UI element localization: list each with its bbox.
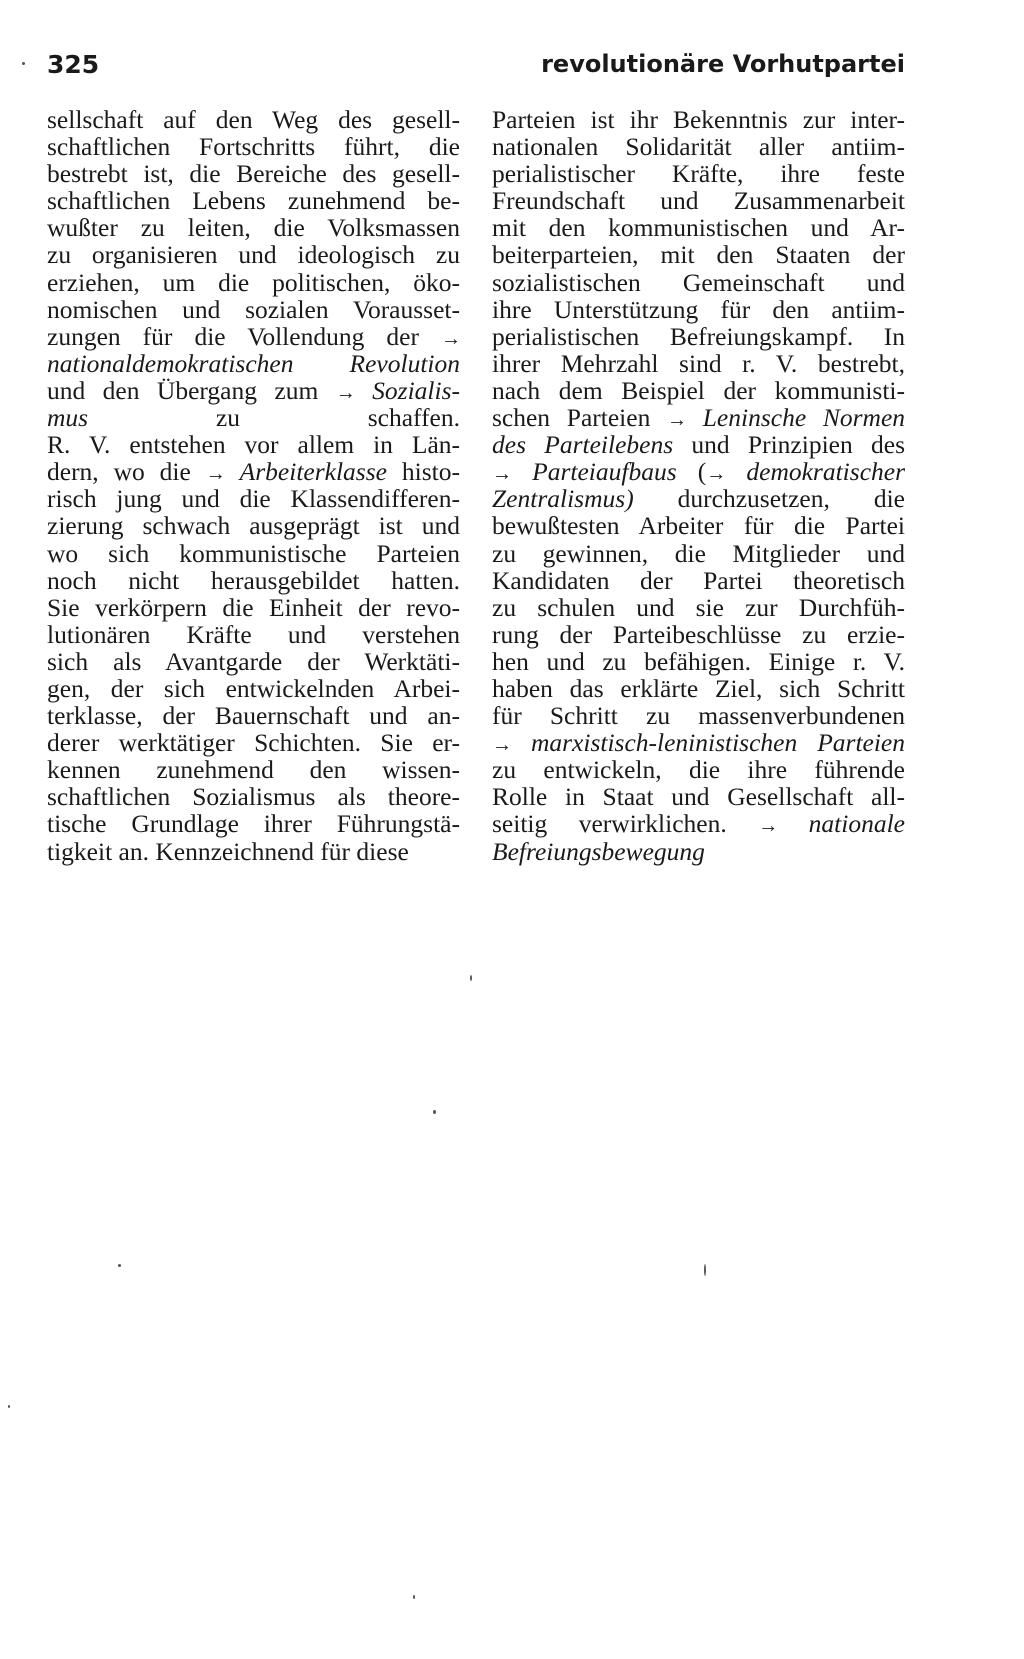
text-segment: Parteien ist ihr Bekenntnis zur inter-: [492, 105, 905, 134]
text-segment: perialistischen Befreiungskampf. In: [492, 321, 905, 351]
text-line: [492, 729, 905, 756]
text-segment: [686, 403, 703, 432]
text-line: [47, 756, 460, 783]
text-segment: nationalen Solidarität aller antiim-: [492, 132, 905, 162]
text-segment: (: [676, 457, 707, 487]
text-line: [492, 404, 905, 431]
text-line: [47, 106, 460, 133]
text-segment: schaftlichen Fortschritts führt, die: [47, 132, 460, 162]
text-segment: noch nicht herausgebildet hatten.: [47, 565, 460, 595]
text-line: [47, 377, 460, 404]
text-segment: gen, der sich entwickelnden Arbei-: [47, 673, 460, 703]
scan-speck: [433, 1110, 436, 1114]
cross-reference-arrow-icon: →: [205, 463, 225, 486]
text-line: [47, 621, 460, 648]
text-segment: wo sich kommunistische Parteien: [47, 538, 460, 568]
text-segment: beiterparteien, mit den Staaten der: [492, 240, 905, 270]
cross-reference-arrow-icon: →: [335, 381, 355, 404]
text-segment: [777, 809, 808, 838]
scan-speck: [118, 1264, 121, 1267]
cross-reference-term: Befreiungsbewegung: [492, 836, 705, 866]
text-line: [492, 485, 905, 512]
text-segment: für Schritt zu massenverbundenen: [492, 701, 905, 731]
text-segment: tische Grundlage ihrer Führungstä-: [47, 809, 460, 839]
text-line: [47, 594, 460, 621]
scan-speck: [8, 1405, 10, 1408]
text-line: [492, 783, 905, 810]
text-line: [492, 540, 905, 567]
text-segment: mit den kommunistischen und Ar-: [492, 213, 905, 243]
cross-reference-term: des Parteilebens: [492, 430, 674, 460]
text-segment: Rolle in Staat und Gesellschaft all-: [492, 782, 905, 812]
text-segment: sellschaft auf den Weg des gesell-: [47, 105, 460, 134]
text-segment: bewußtesten Arbeiter für die Partei: [492, 511, 905, 541]
text-segment: histo-: [386, 457, 460, 487]
text-line: [492, 187, 905, 214]
text-segment: terklasse, der Bauernschaft und an-: [47, 701, 460, 731]
text-line: [492, 458, 905, 485]
text-segment: dern, wo die: [47, 457, 206, 487]
text-line: [492, 377, 905, 404]
text-segment: haben das erklärte Ziel, sich Schritt: [492, 673, 905, 703]
cross-reference-term: nationaldemokratischen Revolution: [47, 348, 460, 378]
text-segment: hen und zu befähigen. Einige r. V.: [492, 646, 905, 676]
text-line: [492, 621, 905, 648]
cross-reference-term: Arbeiterklasse: [239, 457, 387, 487]
text-line: [47, 350, 460, 377]
text-segment: Freundschaft und Zusammenarbeit: [492, 186, 905, 216]
text-line: [47, 160, 460, 187]
text-line: [47, 702, 460, 729]
text-line: [47, 241, 460, 268]
text-line: [492, 214, 905, 241]
text-segment: und den Übergang zum: [47, 375, 336, 405]
text-segment: schen Parteien: [492, 403, 668, 433]
text-segment: [225, 457, 240, 486]
text-segment: nach dem Beispiel der kommunisti-: [492, 375, 905, 405]
text-segment: und Prinzipien des: [673, 430, 905, 460]
text-segment: tigkeit an. Kennzeichnend für diese: [47, 836, 409, 866]
text-line: [492, 756, 905, 783]
text-line: [47, 269, 460, 296]
text-segment: perialistischer Kräfte, ihre feste: [492, 159, 905, 189]
text-segment: risch jung und die Klassendifferen-: [47, 484, 460, 514]
cross-reference-arrow-icon: →: [758, 815, 778, 838]
text-segment: kennen zunehmend den wissen-: [47, 755, 460, 785]
text-line: [47, 431, 460, 458]
cross-reference-arrow-icon: →: [441, 327, 460, 350]
text-line: [47, 404, 460, 431]
text-line: [492, 269, 905, 296]
text-segment: lutionären Kräfte und verstehen: [47, 619, 460, 649]
text-column-left: [47, 106, 460, 865]
text-line: [47, 567, 460, 594]
cross-reference-arrow-icon: →: [492, 463, 511, 486]
text-line: [47, 187, 460, 214]
text-line: [492, 431, 905, 458]
text-line: [492, 675, 905, 702]
text-line: [47, 810, 460, 837]
cross-reference-arrow-icon: →: [667, 409, 687, 432]
text-line: [47, 512, 460, 539]
cross-reference-arrow-icon: →: [706, 463, 726, 486]
text-segment: durchzusetzen, die: [633, 484, 905, 514]
text-segment: zu gewinnen, die Mitglieder und: [492, 538, 905, 568]
text-segment: schaftlichen Lebens zunehmend be-: [47, 186, 460, 216]
page-header: [47, 50, 905, 90]
text-segment: zungen für die Vollendung der: [47, 321, 441, 351]
text-segment: seitig verwirklichen.: [492, 809, 759, 839]
text-segment: sozialistischen Gemeinschaft und: [492, 267, 905, 297]
text-line: [492, 160, 905, 187]
text-segment: R. V. entstehen vor allem in Län-: [47, 430, 460, 460]
cross-reference-term: Zentralismus): [492, 484, 634, 514]
text-line: [47, 323, 460, 350]
text-segment: [511, 457, 532, 486]
text-segment: zu schaffen.: [88, 403, 460, 433]
text-line: [47, 675, 460, 702]
text-segment: rung der Parteibeschlüsse zu erzie-: [492, 619, 905, 649]
scan-speck: [704, 1264, 706, 1276]
text-line: [492, 296, 905, 323]
page-number: 325: [47, 50, 100, 79]
scan-speck: [22, 62, 25, 65]
text-segment: zu schulen und sie zur Durchfüh-: [492, 592, 905, 622]
text-line: [47, 485, 460, 512]
text-line: [492, 702, 905, 729]
scan-speck: [470, 975, 472, 981]
text-segment: derer werktätiger Schichten. Sie er-: [47, 728, 460, 758]
text-line: [492, 350, 905, 377]
text-segment: zu organisieren und ideologisch zu: [47, 240, 460, 270]
text-line: [492, 106, 905, 133]
text-line: [492, 594, 905, 621]
cross-reference-term: demokratischer: [746, 457, 906, 487]
text-line: [492, 810, 905, 837]
text-line: [492, 241, 905, 268]
text-segment: bestrebt ist, die Bereiche des gesell-: [47, 159, 460, 189]
text-line: [47, 729, 460, 756]
text-segment: [355, 376, 372, 405]
text-line: [492, 133, 905, 160]
text-line: [492, 567, 905, 594]
text-segment: Kandidaten der Partei theoretisch: [492, 565, 905, 595]
text-line: [47, 133, 460, 160]
cross-reference-term: nationale: [808, 809, 905, 839]
text-segment: Sie verkörpern die Einheit der revo-: [47, 592, 460, 622]
text-segment: zierung schwach ausgeprägt ist und: [47, 511, 460, 541]
text-segment: ihrer Mehrzahl sind r. V. bestrebt,: [492, 348, 905, 378]
text-segment: [511, 728, 531, 757]
text-segment: nomischen und sozialen Vorausset-: [47, 294, 460, 324]
cross-reference-term: Sozialis-: [372, 375, 460, 405]
text-line: [47, 540, 460, 567]
text-column-right: [492, 106, 905, 865]
text-line: [47, 458, 460, 485]
text-segment: erziehen, um die politischen, öko-: [47, 267, 460, 297]
cross-reference-arrow-icon: →: [492, 734, 511, 757]
text-segment: zu entwickeln, die ihre führende: [492, 755, 905, 785]
cross-reference-term: Parteiaufbaus: [532, 457, 677, 487]
text-line: [47, 296, 460, 323]
text-line: [47, 783, 460, 810]
text-line: [47, 838, 460, 865]
text-segment: sich als Avantgarde der Werktäti-: [47, 646, 460, 676]
scan-speck: [413, 1595, 415, 1599]
text-segment: [725, 457, 746, 486]
text-line: [47, 648, 460, 675]
text-segment: ihre Unterstützung für den antiim-: [492, 294, 905, 324]
text-line: [492, 838, 905, 865]
cross-reference-term: mus: [47, 403, 89, 433]
text-line: [492, 512, 905, 539]
text-line: [492, 648, 905, 675]
running-head: revolutionäre Vorhutpartei: [541, 50, 905, 78]
text-segment: wußter zu leiten, die Volksmassen: [47, 213, 460, 243]
cross-reference-term: Leninsche Normen: [702, 403, 906, 433]
text-line: [492, 323, 905, 350]
cross-reference-term: marxistisch-leninistischen Parteien: [530, 728, 905, 758]
text-line: [47, 214, 460, 241]
text-segment: schaftlichen Sozialismus als theore-: [47, 782, 460, 812]
